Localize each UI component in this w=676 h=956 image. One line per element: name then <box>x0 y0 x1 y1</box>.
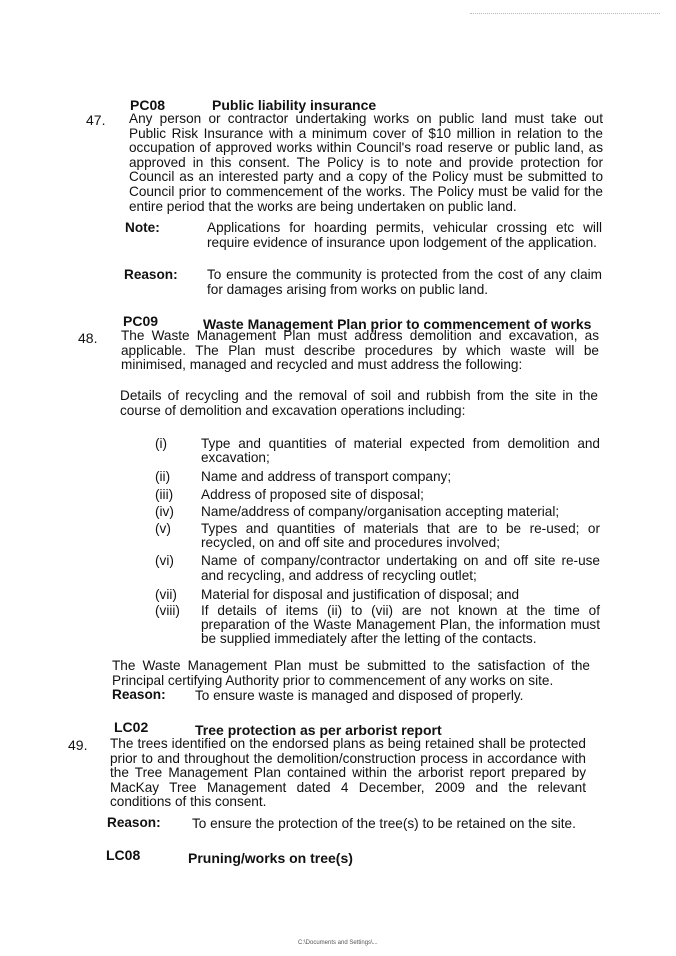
condition-number-49: 49. <box>68 737 88 753</box>
condition-body-49: The trees identified on the endorsed plans as being retained shall be protected prior to and throughout the demolition/construction process in accordance with the Tree Management Plan contained within the arborist report prepared by MacKay Tree Management dated 4 December, 2009 and the relevant conditions of this consent. <box>110 736 586 810</box>
condition-body-47: Any person or contractor undertaking works on public land must take out Public Risk Insurance with a minimum cover of $10 million in relation to the occupation of approved works within Council's road reserve or public land, as approved in this consent. The Policy is to note and provide protection for Council as an interested party and a copy of the Policy must be submitted to Council prior to commencement of the works. The Policy must be valid for the entire period that the works are being undertaken on public land. <box>129 111 603 214</box>
list-item-numeral: (v) <box>155 521 171 537</box>
list-item-text: If details of items (ii) to (vii) are not known at the time of preparation of the Waste Management Plan, the information must be supplied immediately after the letting of the contacts. <box>201 603 600 647</box>
list-item-numeral: (i) <box>155 436 168 451</box>
note-text: Applications for hoarding permits, vehicular crossing etc will require evidence of insurance upon lodgement of the application. <box>207 220 602 250</box>
list-item <box>155 505 600 519</box>
note-label: Note: <box>125 220 160 235</box>
scan-artifact-line <box>470 13 660 14</box>
reason-label-48: Reason: <box>112 687 166 702</box>
list-item-numeral: (vii) <box>155 586 177 602</box>
list-item-text: Name/address of company/organisation accepting material; <box>201 503 560 519</box>
list-item-text: Type and quantities of material expected from demolition and excavation; <box>201 436 600 466</box>
condition-code-pc08: PC08 <box>130 97 166 113</box>
condition-code-lc08: LC08 <box>106 847 141 863</box>
list-item-text: Types and quantities of materials that are to be re-used; or recycled, on and off site and procedures involved; <box>201 521 600 551</box>
list-item <box>155 488 600 502</box>
list-item-numeral: (viii) <box>155 603 180 619</box>
list-item <box>155 588 600 602</box>
reason-label-49: Reason: <box>107 815 161 830</box>
reason-label-47: Reason: <box>124 267 178 282</box>
condition-title-pruning: Pruning/works on tree(s) <box>188 850 353 866</box>
waste-plan-items-list <box>155 437 600 647</box>
reason-text-47: To ensure the community is protected from the cost of any claim for damages arising from works on public land. <box>207 267 602 297</box>
footer-file-path: C:\Documents and Settings\... <box>298 940 378 946</box>
list-item-text: Name and address of transport company; <box>201 469 452 485</box>
list-item-text: Name of company/contractor undertaking on and off site re-use and recycling, and address of recycling outlet; <box>201 553 600 583</box>
condition-body-48: The Waste Management Plan must address demolition and excavation, as applicable. The Plan must describe procedures by which waste will be minimised, managed and recycled and must address the following: <box>121 328 599 373</box>
list-item <box>155 554 600 582</box>
condition-title-waste-management: Waste Management Plan prior to commencement of works <box>203 316 592 332</box>
list-item <box>155 604 600 647</box>
list-item-text: Address of proposed site of disposal; <box>201 486 424 502</box>
reason-text-49: To ensure the protection of the tree(s) to be retained on the site. <box>192 816 576 831</box>
list-item-numeral: (vi) <box>155 553 174 569</box>
list-item-numeral: (ii) <box>155 469 171 485</box>
list-item <box>155 437 600 465</box>
list-item <box>155 470 600 484</box>
list-item <box>155 522 600 550</box>
details-paragraph: Details of recycling and the removal of soil and rubbish from the site in the course of demolition and excavation operations including: <box>120 388 598 418</box>
condition-title-public-liability: Public liability insurance <box>212 97 377 113</box>
condition-code-pc09: PC09 <box>123 313 159 329</box>
condition-title-tree-protection: Tree protection as per arborist report <box>195 722 442 738</box>
closing-paragraph: The Waste Management Plan must be submitted to the satisfaction of the Principal certifying Authority prior to commencement of any works on site. <box>112 658 590 688</box>
list-item-text: Material for disposal and justification of disposal; and <box>201 586 520 602</box>
condition-number-47: 47. <box>86 112 106 128</box>
list-item-numeral: (iv) <box>155 503 174 519</box>
list-item-numeral: (iii) <box>155 486 174 502</box>
condition-code-lc02: LC02 <box>114 719 149 735</box>
reason-text-48: To ensure waste is managed and disposed of properly. <box>195 688 524 703</box>
condition-number-48: 48. <box>78 330 98 346</box>
